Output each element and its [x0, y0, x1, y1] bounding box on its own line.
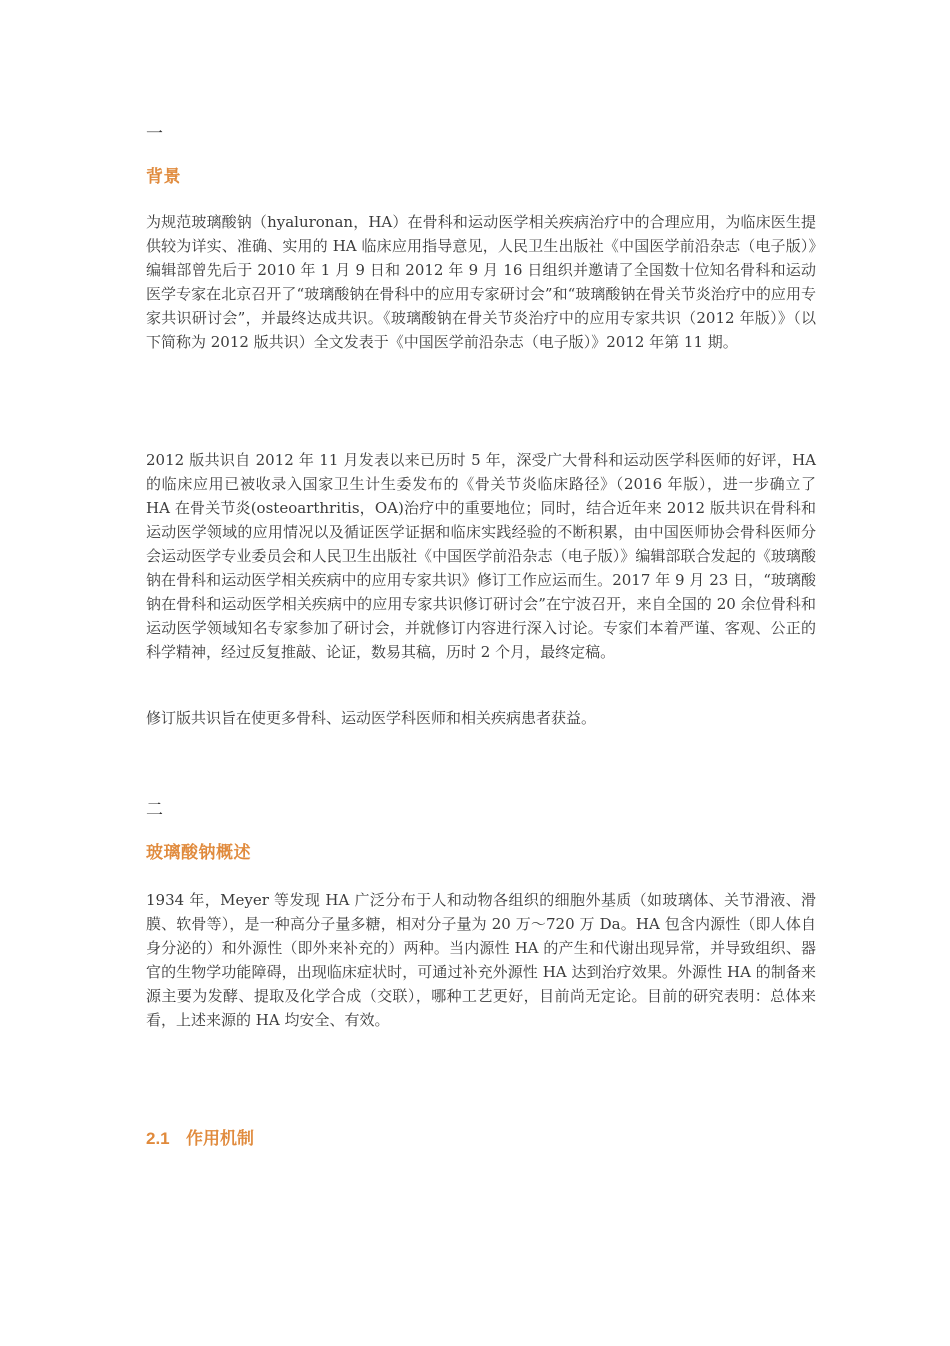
paragraph-background-3: 修订版共识旨在使更多骨科、运动医学科医师和相关疾病患者获益。 — [146, 709, 597, 727]
paragraph-background-2: 2012 版共识自 2012 年 11 月发表以来已历时 5 年，深受广大骨科和运动医学科医师的好评，HA 的临床应用已被收录入国家卫生计生委发布的《骨关节炎临床路径》（2016 年版），进一步确立了 HA 在骨关节炎(osteoarthritis，OA)治疗中的重要地位；同时，结合近年来 2012 版共识在骨科和运动医学领域的应用情况以及循证医学证据和临床实践经验的不断积累，由中国医师协会骨科医师分会运动医学专业委员会和人民卫生出版社《中国医学前沿杂志（电子版）》编辑部联合发起的《玻璃酸钠在骨科和运动医学相关疾病中的应用专家共识》修订工作应运而生。2017 年 9 月 23 日，“玻璃酸钠在骨科和运动医学相关疾病中的应用专家共识修订研讨会”在宁波召开，来自全国的 20 余位骨科和运动医学领域知名专家参加了研讨会，并就修订内容进行深入讨论。专家们本着严谨、客观、公正的科学精神，经过反复推敲、论证，数易其稿，历时 2 个月，最终定稿。 — [146, 451, 816, 661]
paragraph-background-1: 为规范玻璃酸钠（hyaluronan，HA）在骨科和运动医学相关疾病治疗中的合理应用，为临床医生提供较为详实、准确、实用的 HA 临床应用指导意见，人民卫生出版社《中国医学前沿杂志（电子版）》编辑部曾先后于 2010 年 1 月 9 日和 2012 年 9 月 16 日组织并邀请了全国数十位知名骨科和运动医学专家在北京召开了“玻璃酸钠在骨科中的应用专家研讨会”和“玻璃酸钠在骨关节炎治疗中的应用专家共识研讨会”，并最终达成共识。《玻璃酸钠在骨关节炎治疗中的应用专家共识（2012 年版）》（以下简称为 2012 版共识）全文发表于《中国医学前沿杂志（电子版）》2012 年第 11 期。 — [146, 213, 816, 351]
subsection-heading — [146, 1128, 254, 1150]
paragraph-overview-1: 1934 年，Meyer 等发现 HA 广泛分布于人和动物各组织的细胞外基质（如玻璃体、关节滑液、滑膜、软骨等），是一种高分子量多糖，相对分子量为 20 万～720 万 Da。HA 包含内源性（即人体自身分泌的）和外源性（即外来补充的）两种。当内源性 HA 的产生和代谢出现异常，并导致组织、器官的生物学功能障碍，出现临床症状时，可通过补充外源性 HA 达到治疗效果。外源性 HA 的制备来源主要为发酵、提取及化学合成（交联），哪种工艺更好，目前尚无定论。目前的研究表明：总体来看，上述来源的 HA 均安全、有效。 — [146, 891, 816, 1029]
section-title-background: 背景 — [146, 167, 181, 187]
subsection-number: 2.1 — [146, 1129, 170, 1148]
section-title-overview: 玻璃酸钠概述 — [146, 843, 251, 863]
subsection-title: 作用机制 — [186, 1129, 254, 1148]
section-number: 二 — [146, 800, 163, 820]
section-number: 一 — [146, 124, 163, 144]
